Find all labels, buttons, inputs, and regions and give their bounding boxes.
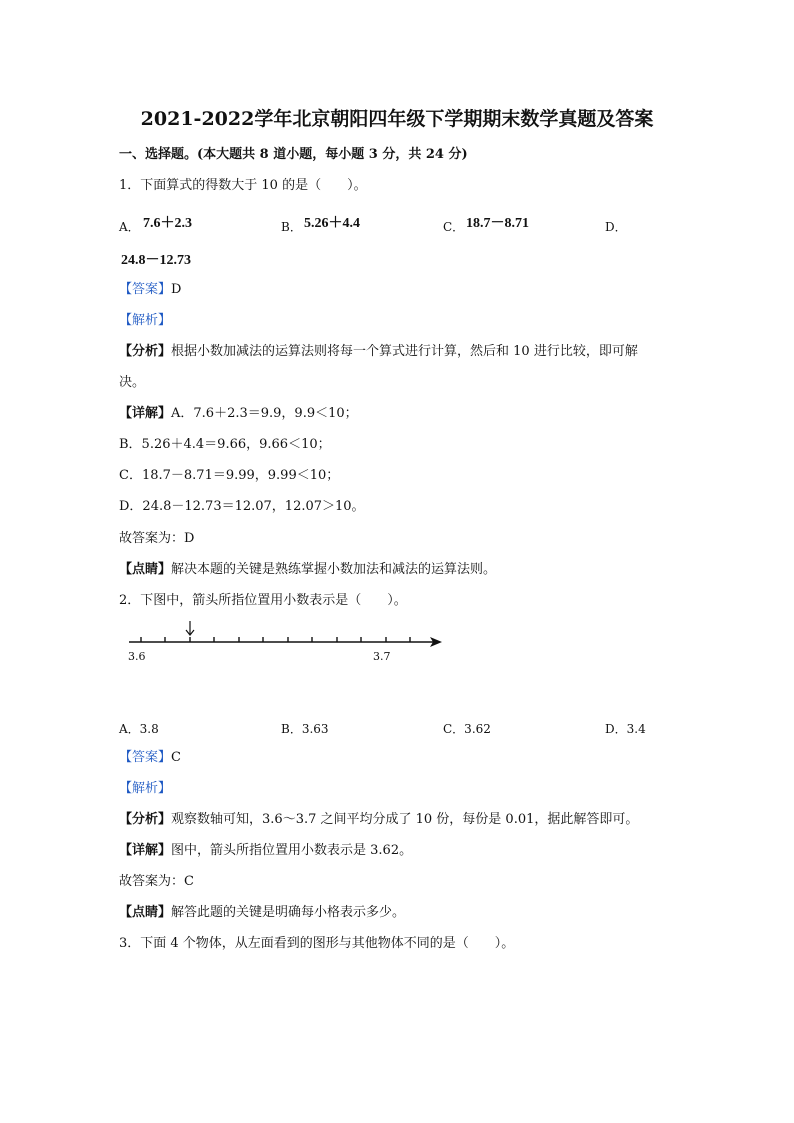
q2-fenxi <box>119 811 638 829</box>
answer-tag: 【答案】 <box>119 750 172 765</box>
q2-option-d: D．3.4 <box>605 722 646 736</box>
q2-answer <box>119 749 181 767</box>
q1-option-d-expr: 24.8－12.73 <box>121 253 191 268</box>
q1-xiangjie-d: D．24.8－12.73＝12.07，12.07＞10。 <box>119 499 365 514</box>
q2-analysis-tag: 【解析】 <box>119 781 172 796</box>
q1-option-a-letter: A． <box>119 220 140 234</box>
fenxi-text: 观察数轴可知，3.6～3.7 之间平均分成了 10 份，每份是 0.01，据此解答即可。 <box>171 812 639 827</box>
q1-option-c-expr: 18.7－8.71 <box>466 216 529 231</box>
xiangjie-tag: 【详解】 <box>119 406 172 421</box>
down-arrow-icon <box>186 621 194 635</box>
dianjing-text: 解答此题的关键是明确每小格表示多少。 <box>171 905 406 920</box>
question-1-stem: 1．下面算式的得数大于 10 的是（ ）。 <box>119 178 367 193</box>
q2-option-a: A．3.8 <box>119 722 159 736</box>
q1-fenxi-line-2: 决。 <box>119 375 146 390</box>
answer-value: D <box>171 282 182 297</box>
answer-tag: 【答案】 <box>119 282 172 297</box>
dianjing-tag: 【点睛】 <box>119 562 172 577</box>
q2-option-b: B．3.63 <box>281 722 329 736</box>
q1-option-c-letter: C． <box>443 220 465 234</box>
q1-xiangjie-c: C．18.7－8.71＝9.99，9.99＜10； <box>119 468 340 483</box>
section-heading: 一、选择题。(本大题共 8 道小题，每小题 3 分，共 24 分) <box>119 147 468 162</box>
q1-fenxi-line-1 <box>119 343 638 361</box>
q2-option-c: C．3.62 <box>443 722 491 736</box>
document-title: 2021-2022学年北京朝阳四年级下学期期末数学真题及答案 <box>140 108 654 130</box>
q1-option-d-letter: D． <box>605 220 627 234</box>
q1-analysis-tag: 【解析】 <box>119 313 172 328</box>
axis-label-left: 3.6 <box>128 650 146 663</box>
q1-xiangjie-b: B．5.26＋4.4＝9.66，9.66＜10； <box>119 437 331 452</box>
xiangjie-tag: 【详解】 <box>119 843 172 858</box>
q2-dianjing <box>119 904 405 922</box>
dianjing-tag: 【点睛】 <box>119 905 172 920</box>
q1-option-b-expr: 5.26＋4.4 <box>304 216 360 231</box>
q1-dianjing <box>119 561 496 579</box>
question-3-stem: 3．下面 4 个物体，从左面看到的图形与其他物体不同的是（ ）。 <box>119 936 515 951</box>
number-line-figure <box>120 618 450 668</box>
dianjing-text: 解决本题的关键是熟练掌握小数加法和减法的运算法则。 <box>171 562 497 577</box>
axis-label-right: 3.7 <box>373 650 391 663</box>
fenxi-tag: 【分析】 <box>119 344 172 359</box>
q1-answer <box>119 281 181 299</box>
q2-final-answer: 故答案为：C <box>119 874 194 889</box>
q2-xiangjie <box>119 842 412 860</box>
question-2-stem: 2．下图中，箭头所指位置用小数表示是（ ）。 <box>119 593 407 608</box>
fenxi-tag: 【分析】 <box>119 812 172 827</box>
q1-option-a-expr: 7.6＋2.3 <box>143 216 192 231</box>
q1-final-answer: 故答案为：D <box>119 531 195 546</box>
xiangjie-text: 图中，箭头所指位置用小数表示是 3.62。 <box>171 843 413 858</box>
answer-value: C <box>171 750 181 765</box>
q1-xiangjie-a <box>119 405 358 423</box>
fenxi-text: 根据小数加减法的运算法则将每一个算式进行计算，然后和 10 进行比较，即可解 <box>171 344 638 359</box>
q1-option-b-letter: B． <box>281 220 302 234</box>
xiangjie-text-a: A．7.6＋2.3＝9.9，9.9＜10； <box>171 406 358 421</box>
